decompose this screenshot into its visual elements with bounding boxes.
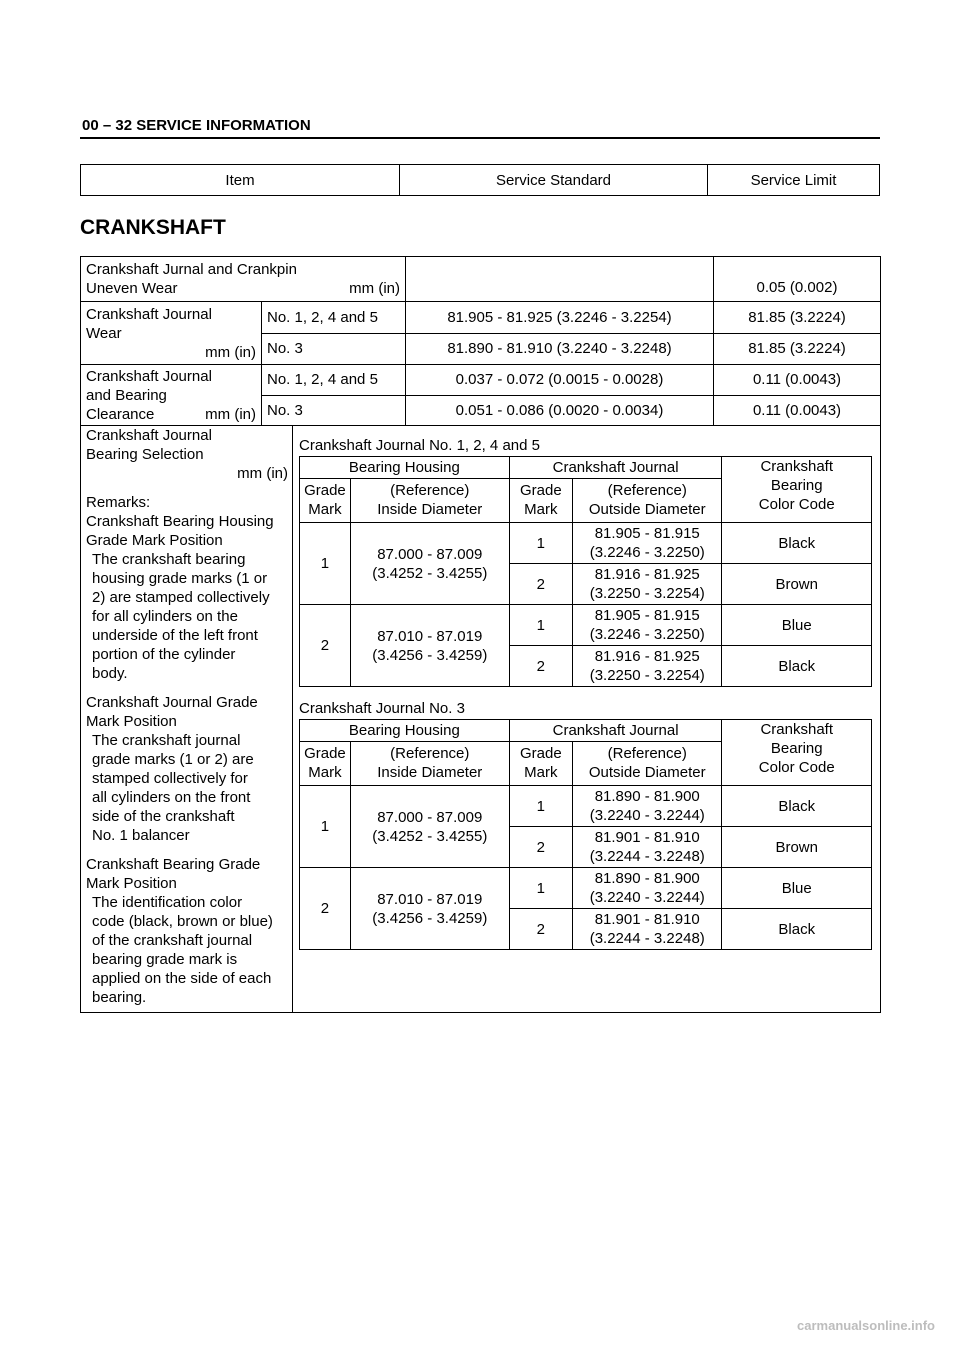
page-header	[80, 117, 880, 139]
selection-remarks: Crankshaft Journal Bearing Selection mm (in) Remarks: Crankshaft Bearing Housing Grade Mark Position The crankshaft bearing housing grade marks (1 or 2) are stamped collectively for all cylinders on the underside of the left front portion of the cylinder body. Crankshaft Journal Grade Mark Position The crankshaft journal grade marks (1 or 2) are stamped collectively for all cylinders on the front side of the crankshaft No. 1 balancer Crankshaft Bearing Grade Mark Position The identification color code (black, brown or blue) of the crankshaft journal bearing grade mark is applied on the side of each bearing.	[81, 426, 293, 1012]
uneven-wear-label: Crankshaft Jurnal and Crankpin Uneven Wear mm (in)	[81, 257, 406, 302]
journal-wear-limit: 81.85 (3.2224)	[714, 333, 881, 365]
table-row: 1 87.000 - 87.009 (3.4252 - 3.4255) 1 81.890 - 81.900 (3.2240 - 3.2244) Black	[300, 786, 872, 827]
clearance-limit: 0.11 (0.0043)	[714, 365, 881, 396]
journal-wear-number: No. 3	[262, 333, 406, 365]
journal-wear-standard: 81.905 - 81.925 (3.2246 - 3.2254)	[406, 302, 714, 334]
subtable-a-title: Crankshaft Journal No. 1, 2, 4 and 5	[299, 437, 540, 454]
subtable-b: Bearing Housing Crankshaft Journal Crankshaft Bearing Color Code Grade Mark (Reference) Inside Diameter Grade Mark (Reference) Outside Diameter 1 87.000 - 87.009 (3.4252 - 3.4255) 1 81.890 - 81.900 (3.2240 - 3.2244) Black 2 81.901 - 81.910 (3.2244 - 3.2248) Brown 2 87.010 - 87.019 (3.4256 - 3.4259) 1 81.890 - 81.900 (3.2240 - 3.2244) Blue 2 81.901 - 81.910 (3.2244 - 3.2248) Black	[299, 719, 872, 950]
column-header-standard: Service Standard	[400, 165, 708, 196]
subtable-a: Bearing Housing Crankshaft Journal Crankshaft Bearing Color Code Grade Mark (Reference) Inside Diameter Grade Mark (Reference) Outside Diameter 1 87.000 - 87.009 (3.4252 - 3.4255) 1 81.905 - 81.915 (3.2246 - 3.2250) Black 2 81.916 - 81.925 (3.2250 - 3.2254) Brown 2 87.010 - 87.019 (3.4256 - 3.4259) 1 81.905 - 81.915 (3.2246 - 3.2250) Blue 2 81.916 - 81.925 (3.2250 - 3.2254) Black	[299, 456, 872, 687]
table-row: 2 81.916 - 81.925 (3.2250 - 3.2254) Black	[300, 646, 872, 687]
clearance-limit: 0.11 (0.0043)	[714, 395, 881, 426]
table-row: 1 87.000 - 87.009 (3.4252 - 3.4255) 1 81.905 - 81.915 (3.2246 - 3.2250) Black	[300, 523, 872, 564]
selection-tables	[293, 426, 880, 1012]
column-header-item: Item	[81, 165, 400, 196]
clearance-standard: 0.037 - 0.072 (0.0015 - 0.0028)	[406, 365, 714, 396]
column-header-table	[80, 164, 880, 196]
journal-text: The crankshaft journal grade marks (1 or 2) are stamped collectively for all cylinders on the front side of the crankshaft No. 1 balancer	[92, 732, 254, 844]
uneven-wear-limit: 0.05 (0.002)	[714, 257, 881, 302]
page-header-title: 00 – 32 SERVICE INFORMATION	[82, 117, 311, 134]
journal-wear-limit: 81.85 (3.2224)	[714, 302, 881, 334]
housing-text: The crankshaft bearing housing grade marks (1 or 2) are stamped collectively for all cylinders on the underside of the left front portion of the cylinder body.	[92, 551, 270, 682]
table-row: 2 81.901 - 81.910 (3.2244 - 3.2248) Black	[300, 909, 872, 950]
table-row: 2 87.010 - 87.019 (3.4256 - 3.4259) 1 81.905 - 81.915 (3.2246 - 3.2250) Blue	[300, 605, 872, 646]
section-title: CRANKSHAFT	[80, 216, 226, 239]
clearance-label: Crankshaft Journal and Bearing Clearance mm (in)	[81, 365, 262, 426]
watermark: carmanualsonline.info	[797, 1318, 935, 1333]
table-row: 2 87.010 - 87.019 (3.4256 - 3.4259) 1 81.890 - 81.900 (3.2240 - 3.2244) Blue	[300, 868, 872, 909]
table-row: 2 81.916 - 81.925 (3.2250 - 3.2254) Brown	[300, 564, 872, 605]
clearance-standard: 0.051 - 0.086 (0.0020 - 0.0034)	[406, 395, 714, 426]
column-header-limit: Service Limit	[708, 165, 880, 196]
clearance-row	[81, 365, 881, 396]
journal-wear-standard: 81.890 - 81.910 (3.2240 - 3.2248)	[406, 333, 714, 365]
bearing-text: The identification color code (black, brown or blue) of the crankshaft journal bearing grade mark is applied on the side of each bearing.	[92, 894, 273, 1006]
uneven-wear-row	[81, 257, 881, 302]
table-row: 2 81.901 - 81.910 (3.2244 - 3.2248) Brown	[300, 827, 872, 868]
journal-wear-row	[81, 302, 881, 334]
remarks-title: Remarks:	[86, 494, 151, 511]
selection-row	[81, 426, 881, 1013]
subtable-b-title: Crankshaft Journal No. 3	[299, 700, 465, 717]
spec-table	[80, 256, 881, 1013]
clearance-number: No. 3	[262, 395, 406, 426]
journal-wear-label: Crankshaft Journal Wear mm (in)	[81, 302, 262, 365]
selection-cell	[81, 426, 881, 1013]
journal-wear-number: No. 1, 2, 4 and 5	[262, 302, 406, 334]
clearance-number: No. 1, 2, 4 and 5	[262, 365, 406, 396]
uneven-wear-standard	[406, 257, 714, 302]
